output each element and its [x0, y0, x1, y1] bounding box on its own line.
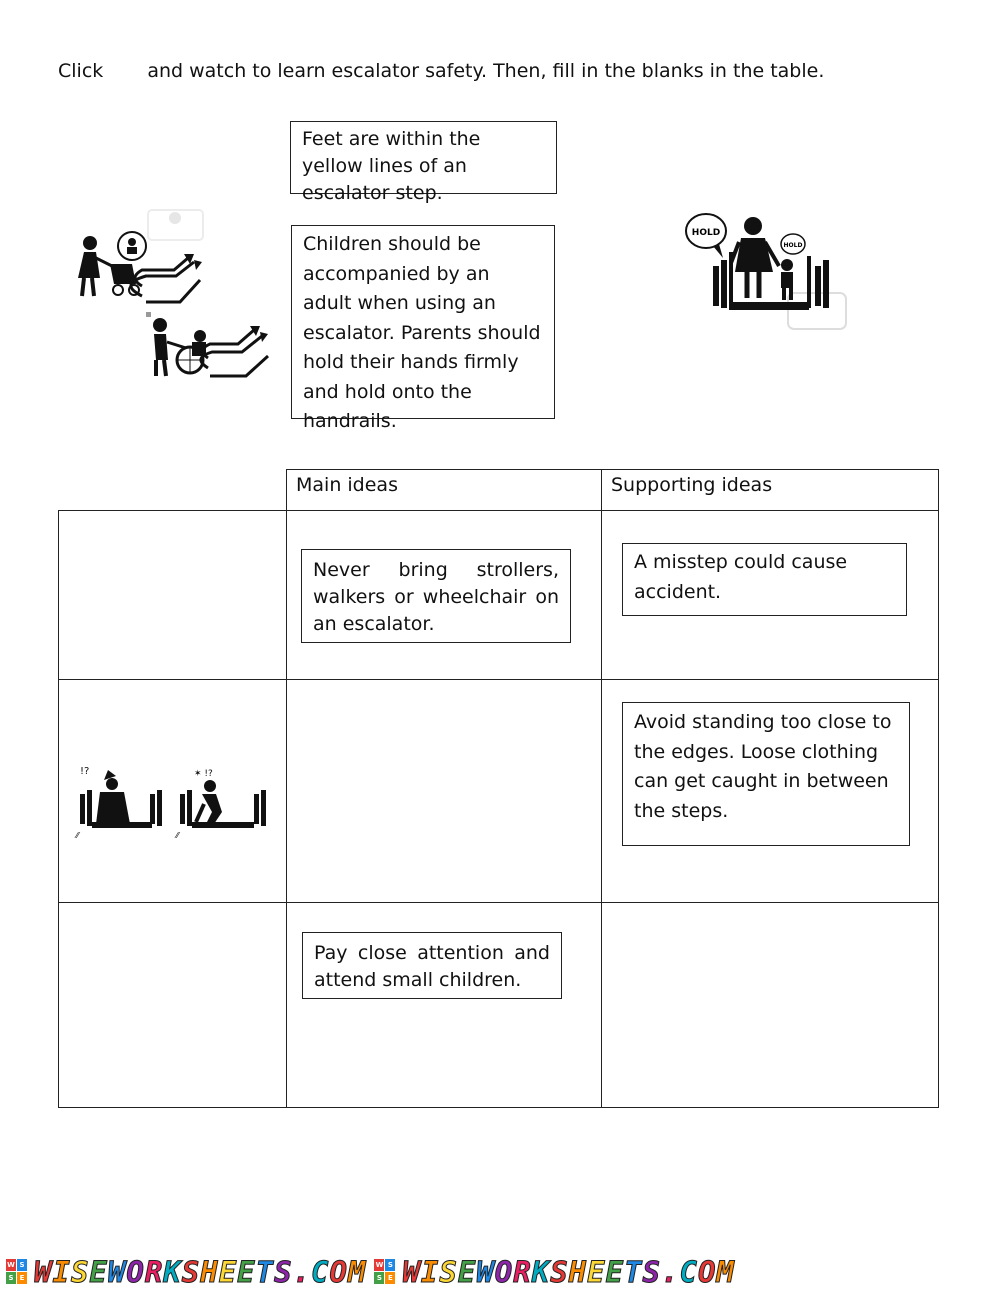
parent-holding-child-illustration[interactable] [683, 208, 853, 333]
hold-bubble-text-2: HOLD [783, 242, 803, 249]
logo-letter: W [7, 1260, 15, 1269]
brand-watermark-1 [6, 1252, 366, 1291]
svg-text:✶ !?: ✶ !? [194, 769, 213, 779]
svg-text:⁄⁄: ⁄⁄ [176, 831, 179, 840]
logo-letter: S [374, 1272, 384, 1284]
brand-text: WISEWORKSHEETS.COM [34, 1254, 367, 1289]
card-never-bring-text: Never bring strollers, walkers or wheelchair on an escalator. [313, 559, 559, 635]
card-pay-attention-text: Pay close attention and attend small children. [314, 942, 550, 991]
header-supporting-ideas: Supporting ideas [611, 474, 773, 496]
table-bottom-border [58, 1107, 939, 1108]
hold-bubble-text-1: HOLD [691, 228, 721, 238]
card-children-text: Children should be accompanied by an adult when using an escalator. Parents should hold their hands firmly and hold onto the handrails. [303, 233, 541, 432]
card-never-bring-strollers[interactable] [301, 549, 571, 643]
card-misstep-accident[interactable] [622, 543, 907, 616]
table-row2-top-border [58, 679, 939, 680]
svg-text:⁄⁄: ⁄⁄ [76, 831, 79, 840]
card-avoid-edges-text: Avoid standing too close to the edges. Loose clothing can get caught in between the steps. [634, 711, 892, 822]
card-children-accompanied[interactable] [291, 225, 555, 432]
loose-clothing-escalator-illustration [74, 762, 274, 842]
brand-watermark-2 [374, 1252, 734, 1291]
logo-letter: W [375, 1260, 384, 1269]
brand-text: WISEWORKSHEETS.COM [402, 1254, 735, 1289]
footer-watermark [0, 1252, 1000, 1291]
table-row1-top-border [58, 510, 939, 511]
card-misstep-text: A misstep could cause accident. [634, 551, 848, 603]
instruction-text: and watch to learn escalator safety. Then, fill in the blanks in the table. [147, 60, 825, 82]
table-col1-divider [286, 469, 287, 1108]
faded-person-icon [148, 210, 203, 240]
table-col2-divider [601, 469, 602, 1108]
card-feet-yellow-lines[interactable] [290, 121, 557, 204]
card-avoid-edges[interactable] [622, 702, 910, 846]
card-feet-text: Feet are within the yellow lines of an escalator step. [302, 128, 481, 204]
logo-icon [6, 1259, 28, 1285]
instruction-line [58, 60, 824, 82]
table-left-border [58, 510, 59, 1108]
table-right-border [938, 469, 939, 1108]
logo-icon [374, 1259, 396, 1285]
logo-letter: E [17, 1272, 27, 1284]
table-header-top-border [286, 469, 939, 470]
header-main-ideas: Main ideas [296, 474, 398, 496]
svg-text:!?: !? [80, 766, 90, 777]
table-row3-top-border [58, 902, 939, 903]
logo-letter: S [17, 1259, 27, 1271]
card-pay-attention[interactable] [302, 932, 562, 999]
stroller-wheelchair-illustration[interactable] [70, 208, 280, 378]
logo-letter: S [6, 1272, 16, 1284]
logo-letter: S [385, 1259, 395, 1271]
logo-letter: E [385, 1272, 395, 1284]
click-word: Click [58, 60, 104, 82]
